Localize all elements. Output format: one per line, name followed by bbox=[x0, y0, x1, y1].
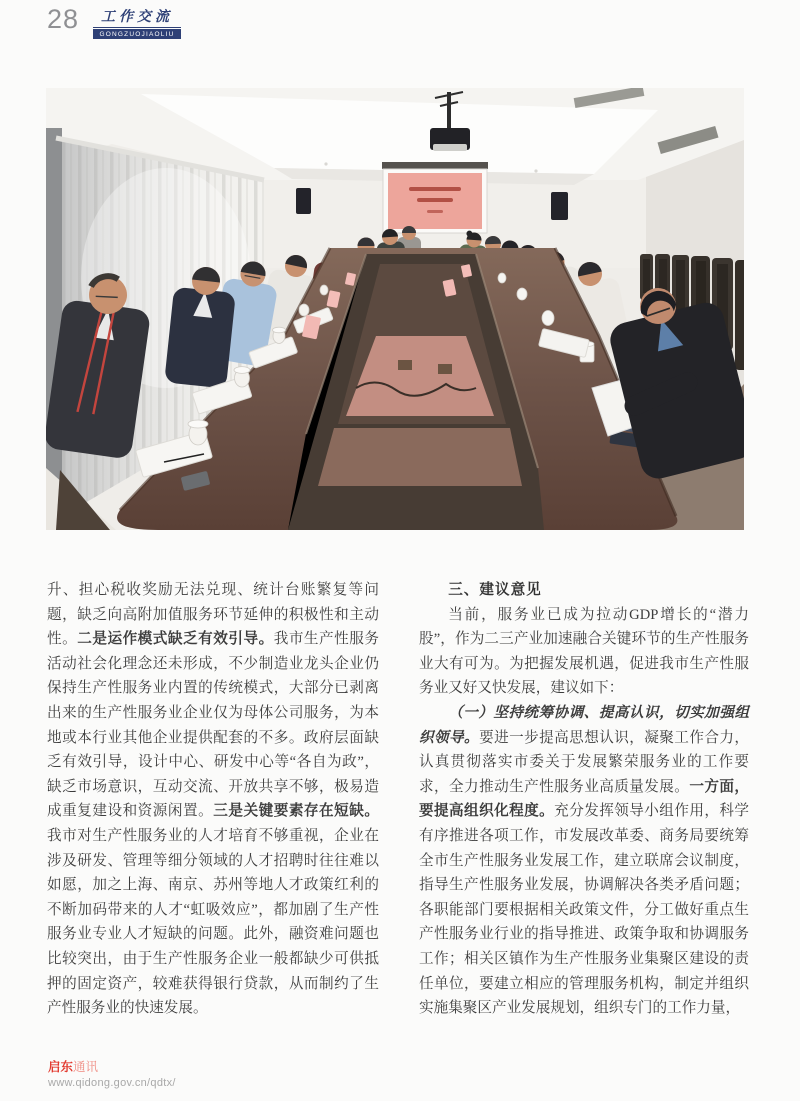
publication-brand bbox=[48, 1061, 176, 1074]
text-segment: 充分发挥领导小组作用，科学有序推进各项工作，市发展改革委、商务局要统筹全市生产性服务业发展工作，建立联席会议制度，指导生产性服务业发展，协调解决各类矛盾问题；各职能部门要根据相关政策文件，分工做好重点生产性服务业行业的指导推进、政策争取和协调服务工作；相关区镇作为生产性服务业集聚区建设的责任单位，要建立相应的管理服务机构，制定并组织实施集聚区产业发展规划，组织专门的工作力量， bbox=[419, 803, 749, 1017]
text-segment: 升、担心税收奖励无法兑现、统计台账繁复等问题，缺乏向高附加值服务环节延伸的积极性和主动性。 bbox=[47, 582, 379, 648]
photo-speaker-right bbox=[551, 192, 568, 220]
text-segment-bold: 二是运作模式缺乏有效引导。 bbox=[77, 631, 274, 648]
brand-name-light: 通讯 bbox=[73, 1060, 99, 1074]
meeting-photo bbox=[46, 88, 744, 530]
section-pinyin-badge: GONGZUOJIAOLIU bbox=[93, 29, 181, 39]
article-column-right bbox=[419, 578, 749, 1021]
meeting-room-scene bbox=[46, 88, 744, 530]
publication-url: www.qidong.gov.cn/qdtx/ bbox=[48, 1076, 176, 1089]
masthead-rule bbox=[93, 27, 181, 28]
text-segment: 要进一步提高思想认识，凝聚工作合力，认真贯彻落实市委关于发展繁荣服务业的工作要求，全力推动生产性服务业高质量发展。 bbox=[419, 729, 749, 795]
brand-name-bold: 启东 bbox=[48, 1060, 74, 1074]
photo-speaker-left bbox=[296, 188, 311, 214]
page-footer bbox=[48, 1061, 176, 1089]
text-segment: 我市对生产性服务业的人才培育不够重视，企业在涉及研发、管理等细分领域的人才招聘时往往难以如愿，加之上海、南京、苏州等地人才政策红利的不断加码带来的人才“虹吸效应”，都加剧了生产性服务业专业人才短缺的问题。此外，融资难问题也比较突出，由于生产性服务企业一般都缺少可供抵押的固定资产，较难获得银行贷款，从而制约了生产性服务业的快速发展。 bbox=[47, 827, 379, 1017]
text-segment-bold: 三是关键要素存在短缺。 bbox=[213, 803, 379, 820]
section-masthead bbox=[93, 6, 181, 39]
paragraph-intro: 当前，服务业已成为拉动GDP增长的“潜力股”，作为二三产业加速融合关键环节的生产性服务业大有可为。为把握发展机遇，促进我市生产性服务业又好又快发展，建议如下： bbox=[419, 606, 749, 697]
article-column-left bbox=[47, 578, 379, 1021]
text-segment: 我市生产性服务活动社会化理念还未形成，不少制造业龙头企业仍保持生产性服务业内置的传统模式，大部分已剥离出来的生产性服务业企业仅为母体公司服务，为本地或本行业其他企业提供配套的不多。政府层面缺乏有效引导，设计中心、研发中心等“各自为政”，缺乏市场意识，互动交流、开放共享不够，极易造成重复建设和资源闲置。 bbox=[47, 631, 379, 820]
text-segment-bold: 一方面，要提高组织化程度。 bbox=[419, 778, 749, 820]
section-title: 工作交流 bbox=[101, 10, 173, 25]
paragraph-suggestion-1 bbox=[419, 701, 749, 1021]
section-heading: 三、建议意见 bbox=[448, 582, 542, 598]
text-segment-emphasis: （一）坚持统筹协调、提高认识，切实加强组织领导。 bbox=[419, 704, 749, 746]
photo-projection-screen bbox=[382, 162, 488, 233]
article-body bbox=[47, 578, 753, 1021]
page-number: 28 bbox=[47, 4, 80, 34]
paragraph-issues bbox=[47, 578, 379, 1021]
